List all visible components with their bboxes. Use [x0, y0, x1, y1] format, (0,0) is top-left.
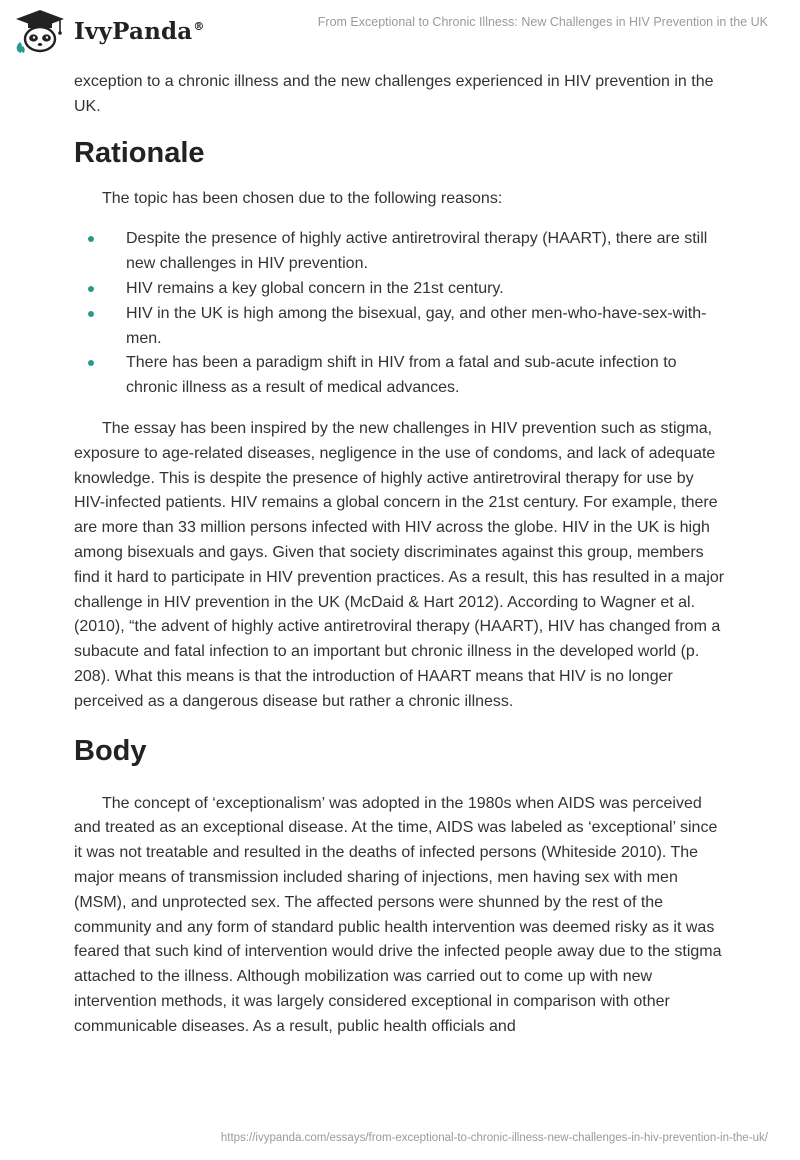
intro-continuation: exception to a chronic illness and the new challenges experienced in HIV prevention in the UK.: [74, 73, 714, 115]
rationale-paragraph: The essay has been inspired by the new challenges in HIV prevention such as stigma, exposure to age-related diseases, negligence in the use of condoms, and lack of adequate knowledge. This is despite the presence of highly active antiretroviral therapy for use by HIV-infected patients. HIV remains a global concern in the 21st century. For example, there are more than 33 million persons infected with HIV across the globe. HIV in the UK is high among bisexuals and gays. Given that society discriminates against this group, members find it hard to participate in HIV prevention practices. As a result, this has resulted in a major challenge in HIV prevention in the UK (McDaid & Hart 2012). According to Wagner et al. (2010), “the advent of highly active antiretroviral therapy (HAART), HIV has changed from a subacute and fatal infection to an important but chronic illness in the developed world (p. 208). What this means is that the introduction of HAART means that HIV is no longer perceived as a dangerous disease but rather a chronic illness.: [74, 419, 725, 710]
essay-content: [74, 70, 726, 1040]
brand-logo[interactable]: [14, 8, 205, 54]
list-item: [74, 302, 726, 352]
list-item-text: HIV remains a key global concern in the 21st century.: [126, 279, 504, 297]
list-item: [74, 277, 726, 302]
document-title: From Exceptional to Chronic Illness: New Challenges in HIV Prevention in the UK: [317, 15, 768, 29]
bullet-icon: [88, 360, 94, 366]
source-url[interactable]: https://ivypanda.com/essays/from-exceptional-to-chronic-illness-new-challenges-in-hiv-prevention-in-the-uk/: [220, 1132, 768, 1144]
panda-graduate-icon: [14, 8, 66, 54]
rationale-lead: The topic has been chosen due to the following reasons:: [102, 189, 503, 207]
list-item-text: There has been a paradigm shift in HIV from a fatal and sub-acute infection to chronic illness as a result of medical advances.: [126, 354, 677, 397]
list-item-text: Despite the presence of highly active antiretroviral therapy (HAART), there are still new challenges in HIV prevention.: [126, 230, 708, 273]
list-item: [74, 351, 726, 401]
list-item-text: HIV in the UK is high among the bisexual, gay, and other men-who-have-sex-with-men.: [126, 304, 707, 347]
bullet-icon: [88, 311, 94, 317]
reasons-list: [74, 227, 726, 401]
rationale-heading: Rationale: [74, 136, 205, 169]
body-paragraph: The concept of ‘exceptionalism’ was adopted in the 1980s when AIDS was perceived and treated as an exceptional disease. At the time, AIDS was labeled as ‘exceptional’ since it was not treatable and resulted in the deaths of infected persons (Whiteside 2010). The major means of transmission included sharing of injections, men having sex with men (MSM), and unprotected sex. The affected persons were shunned by the rest of the community and any form of standard public health intervention was deemed risky as it was feared that such kind of intervention would drive the infected people away due to the stigma attached to the illness. Although mobilization was carried out to come up with new intervention methods, it was largely considered exceptional in comparison with other communicable diseases. As a result, public health officials and: [74, 794, 722, 1035]
bullet-icon: [88, 236, 94, 242]
page-header: [0, 0, 800, 64]
list-item: [74, 227, 726, 277]
bullet-icon: [88, 286, 94, 292]
registered-mark: ®: [193, 19, 205, 33]
body-heading: Body: [74, 734, 147, 767]
brand-name: IvyPanda®: [74, 17, 205, 45]
